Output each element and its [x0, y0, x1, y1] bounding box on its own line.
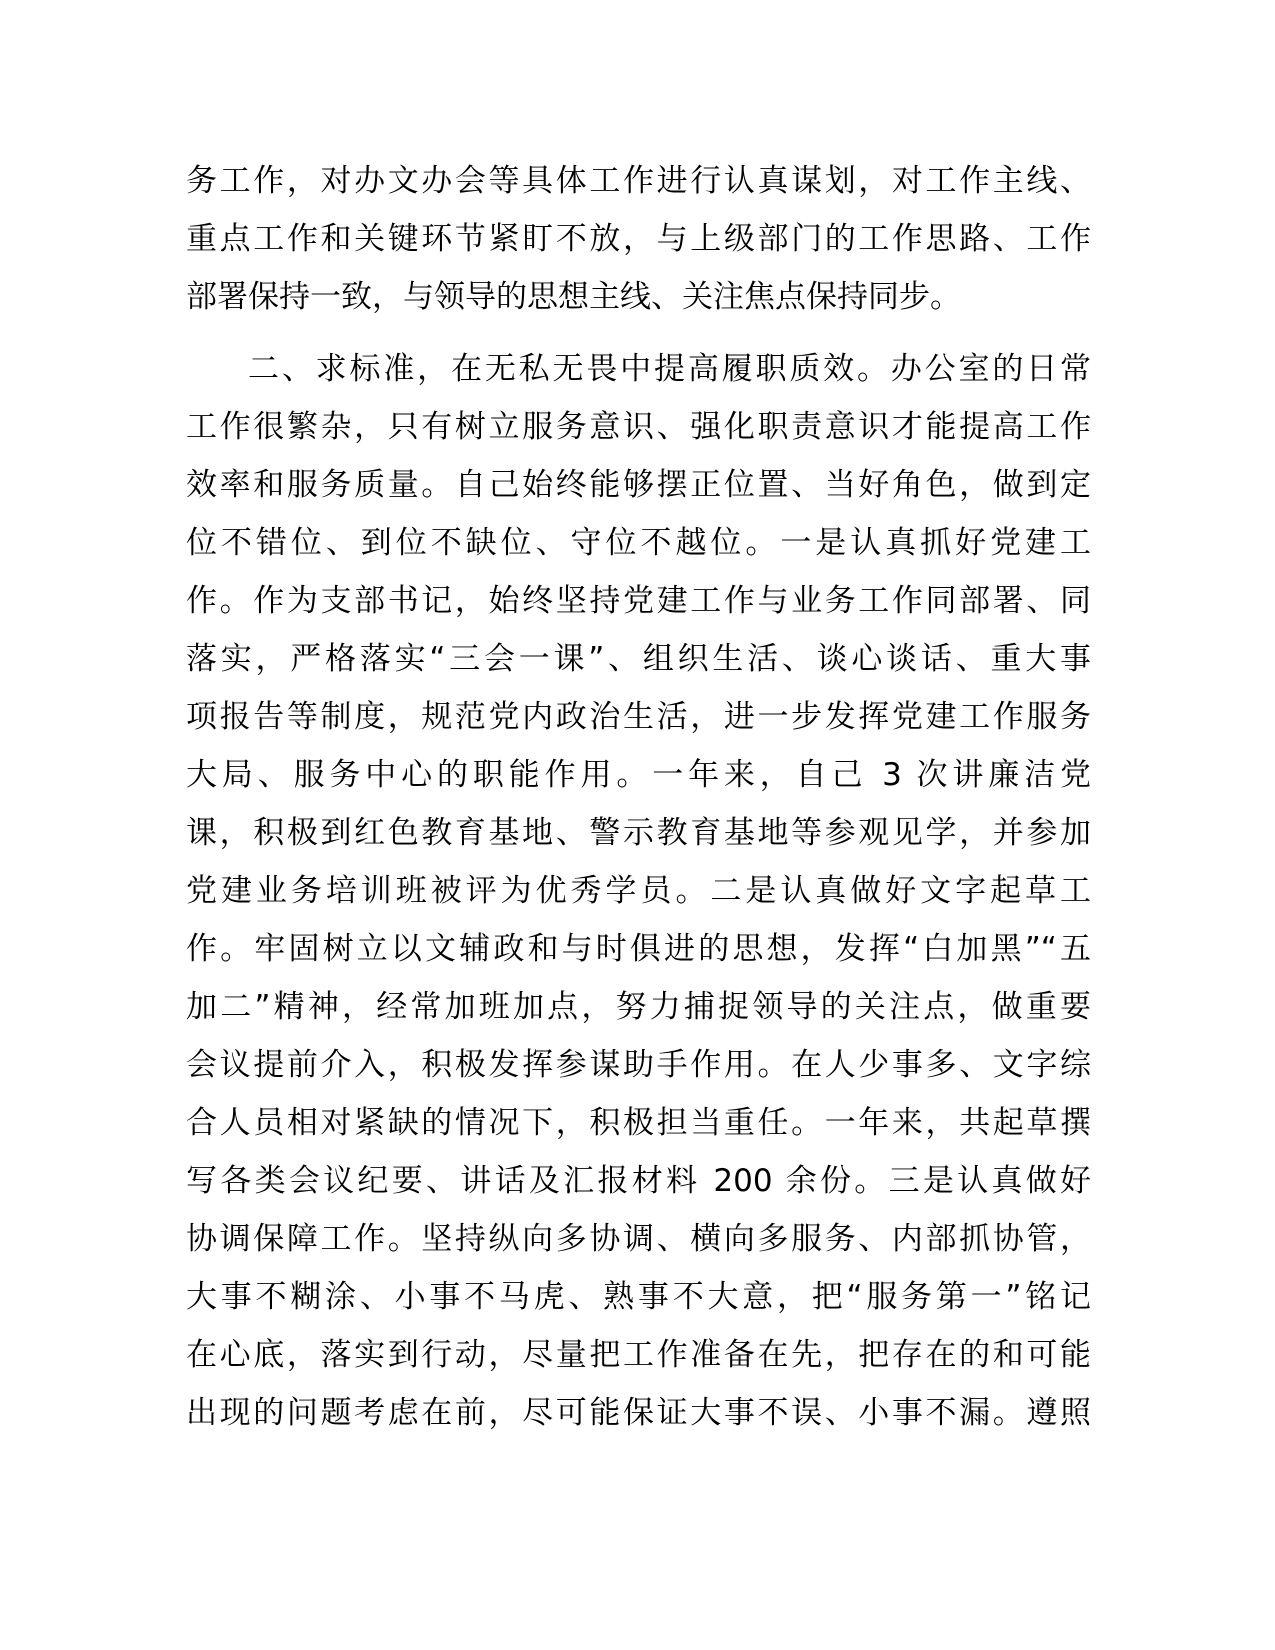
text-line: 务工作，对办文办会等具体工作进行认真谋划，对工作主线、	[186, 163, 1091, 199]
text-line: 重点工作和关键环节紧盯不放，与上级部门的工作思路、工作	[186, 221, 1091, 257]
text-line: 二、求标准，在无私无畏中提高履职质效。办公室的日常	[248, 351, 1091, 387]
text-line: 落实，严格落实“三会一课”、组织生活、谈心谈话、重大事	[186, 641, 1091, 677]
text-line: 效率和服务质量。自己始终能够摆正位置、当好角色，做到定	[186, 467, 1091, 503]
text-line: 党建业务培训班被评为优秀学员。二是认真做好文字起草工	[186, 873, 1091, 909]
body-text	[186, 152, 1091, 1442]
text-line: 项报告等制度，规范党内政治生活，进一步发挥党建工作服务	[186, 699, 1091, 735]
paragraph-1	[186, 152, 1091, 326]
text-line: 会议提前介入，积极发挥参谋助手作用。在人少事多、文字综	[186, 1047, 1091, 1083]
text-line: 写各类会议纪要、讲话及汇报材料 200 余份。三是认真做好	[186, 1163, 1091, 1199]
text-line: 部署保持一致，与领导的思想主线、关注焦点保持同步。	[186, 279, 961, 315]
text-line: 作。牢固树立以文辅政和与时俱进的思想，发挥“白加黑”“五	[186, 931, 1091, 967]
text-line: 出现的问题考虑在前，尽可能保证大事不误、小事不漏。遵照	[186, 1395, 1091, 1431]
text-line: 大局、服务中心的职能作用。一年来，自己 3 次讲廉洁党	[186, 757, 1091, 793]
text-line: 在心底，落实到行动，尽量把工作准备在先，把存在的和可能	[186, 1337, 1091, 1373]
paragraph-2	[186, 340, 1091, 1442]
text-line: 加二”精神，经常加班加点，努力捕捉领导的关注点，做重要	[186, 989, 1091, 1025]
text-line: 课，积极到红色教育基地、警示教育基地等参观见学，并参加	[186, 815, 1091, 851]
text-line: 大事不糊涂、小事不马虎、熟事不大意，把“服务第一”铭记	[186, 1279, 1091, 1315]
text-line: 协调保障工作。坚持纵向多协调、横向多服务、内部抓协管，	[186, 1221, 1091, 1257]
text-line: 工作很繁杂，只有树立服务意识、强化职责意识才能提高工作	[186, 409, 1091, 445]
text-line: 位不错位、到位不缺位、守位不越位。一是认真抓好党建工	[186, 525, 1091, 561]
text-line: 作。作为支部书记，始终坚持党建工作与业务工作同部署、同	[186, 583, 1091, 619]
text-line: 合人员相对紧缺的情况下，积极担当重任。一年来，共起草撰	[186, 1105, 1091, 1141]
paragraph-gap	[186, 326, 1091, 340]
